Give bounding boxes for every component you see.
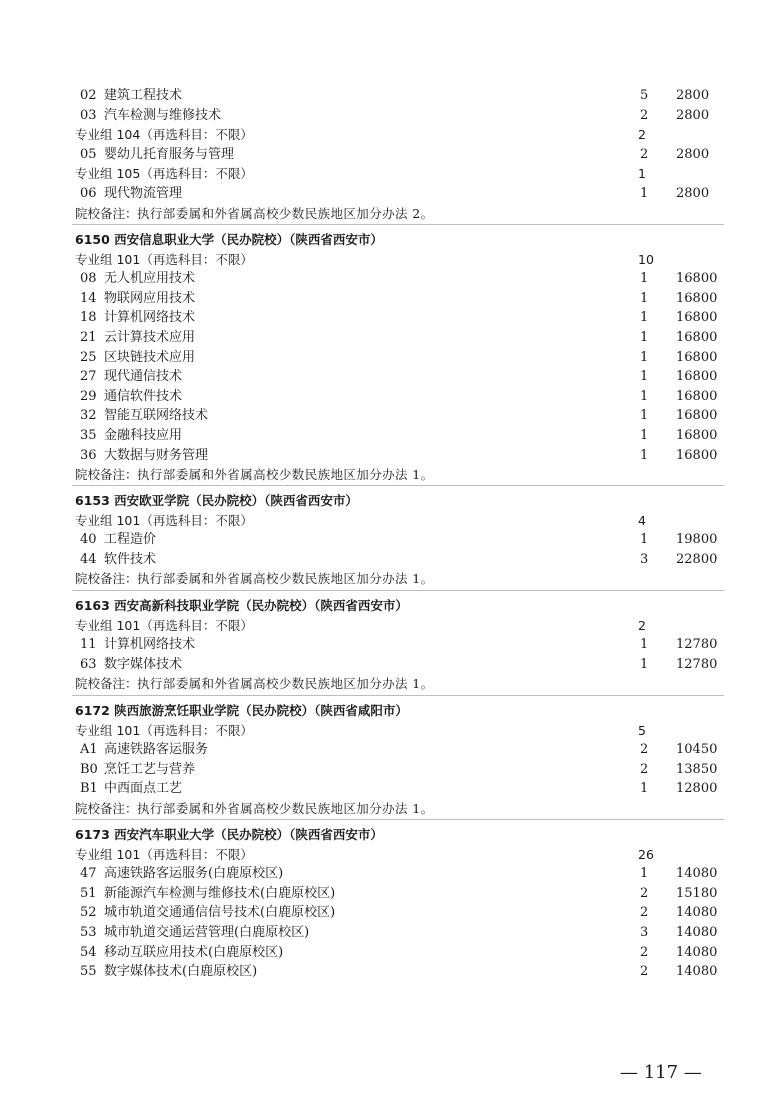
section-divider: [72, 485, 724, 486]
major-code: 11: [80, 637, 97, 653]
school-name: 6173 西安汽车职业大学（民办院校）（陕西省西安市）: [75, 827, 383, 842]
school-note: [0, 799, 777, 819]
major-group-header: [0, 616, 777, 636]
major-count: 1: [640, 408, 649, 424]
note-text: 执行部委属和外省属高校少数民族地区加分办法 2。: [137, 205, 434, 221]
major-count: 2: [640, 964, 649, 980]
major-count: 1: [640, 349, 649, 365]
note-label: 院校备注：: [75, 800, 138, 816]
major-fee: 2800: [676, 88, 710, 103]
note-text: 执行部委属和外省属高校少数民族地区加分办法 1。: [137, 571, 434, 587]
major-fee: 14080: [676, 905, 718, 921]
major-name: 数字媒体技术(白鹿原校区): [104, 964, 258, 980]
note-label: 院校备注：: [75, 676, 138, 692]
major-count: 2: [640, 742, 649, 758]
major-code: 21: [80, 329, 97, 345]
major-count: 1: [640, 290, 649, 306]
major-fee: 16800: [676, 349, 718, 365]
major-row: [0, 530, 777, 550]
major-name: 新能源汽车检测与维修技术(白鹿原校区): [104, 885, 336, 901]
major-count: 1: [640, 185, 649, 201]
note-label: 院校备注：: [75, 467, 138, 483]
major-group-count: 2: [638, 127, 646, 143]
major-name: 金融科技应用: [104, 427, 183, 443]
major-row: [0, 308, 777, 328]
major-code: 08: [80, 271, 97, 287]
major-group-label: 专业组 105（再选科目：不限）: [75, 166, 253, 182]
major-code: 02: [80, 88, 97, 103]
major-count: 2: [640, 761, 649, 777]
major-count: 2: [640, 107, 649, 123]
note-label: 院校备注：: [75, 205, 138, 221]
major-code: 25: [80, 349, 97, 365]
major-group-count: 26: [638, 846, 654, 862]
major-row: [0, 884, 777, 904]
major-name: 计算机网络技术: [104, 310, 196, 326]
major-fee: 16800: [676, 369, 718, 385]
major-group-header: [0, 164, 777, 184]
major-row: [0, 269, 777, 289]
major-count: 1: [640, 866, 649, 882]
major-group-label: 专业组 101（再选科目：不限）: [75, 617, 253, 633]
major-count: 1: [640, 427, 649, 443]
school-header: [0, 701, 777, 721]
major-count: 1: [640, 781, 649, 797]
major-name: 大数据与财务管理: [104, 447, 209, 463]
major-name: 婴幼儿托育服务与管理: [104, 146, 235, 162]
major-name: 高速铁路客运服务(白鹿原校区): [104, 866, 284, 882]
major-fee: 14080: [676, 866, 718, 882]
major-row: [0, 446, 777, 466]
note-text: 执行部委属和外省属高校少数民族地区加分办法 1。: [137, 467, 434, 483]
major-name: 区块链技术应用: [104, 349, 196, 365]
school-note: [0, 569, 777, 589]
major-fee: 16800: [676, 408, 718, 424]
major-count: 2: [640, 146, 649, 162]
school-note: [0, 674, 777, 694]
note-label: 院校备注：: [75, 571, 138, 587]
major-group-count: 4: [638, 512, 646, 528]
major-group-count: 2: [638, 617, 646, 633]
major-row: [0, 348, 777, 368]
page-number: — 117 —: [620, 1062, 702, 1083]
major-name: 软件技术: [104, 551, 157, 567]
major-fee: 16800: [676, 427, 718, 443]
major-name: 城市轨道交通通信信号技术(白鹿原校区): [104, 905, 336, 921]
major-row: [0, 923, 777, 943]
major-row: [0, 328, 777, 348]
major-group-label: 专业组 104（再选科目：不限）: [75, 127, 253, 143]
major-name: 高速铁路客运服务: [104, 742, 209, 758]
major-fee: 12780: [676, 637, 718, 653]
major-code: 06: [80, 185, 97, 201]
major-group-label: 专业组 101（再选科目：不限）: [75, 846, 253, 862]
major-code: 47: [80, 866, 97, 882]
major-name: 城市轨道交通运营管理(白鹿原校区): [104, 924, 310, 940]
major-count: 1: [640, 447, 649, 463]
major-name: 工程造价: [104, 532, 157, 548]
major-fee: 19800: [676, 532, 718, 548]
major-count: 1: [640, 329, 649, 345]
major-code: 27: [80, 369, 97, 385]
major-name: 智能互联网络技术: [104, 408, 209, 424]
major-code: 52: [80, 905, 97, 921]
major-code: 51: [80, 885, 97, 901]
major-fee: 15180: [676, 885, 718, 901]
major-code: 03: [80, 107, 97, 123]
major-row: [0, 367, 777, 387]
major-row: [0, 864, 777, 884]
major-group-count: 10: [638, 251, 654, 267]
major-fee: 2800: [676, 185, 710, 201]
major-count: 1: [640, 388, 649, 404]
major-fee: 10450: [676, 742, 718, 758]
major-count: 2: [640, 944, 649, 960]
major-code: 05: [80, 146, 97, 162]
school-section: [0, 596, 777, 694]
major-name: 数字媒体技术: [104, 656, 183, 672]
note-text: 执行部委属和外省属高校少数民族地区加分办法 1。: [137, 800, 434, 816]
major-count: 1: [640, 271, 649, 287]
major-group-header: [0, 125, 777, 145]
major-fee: 16800: [676, 290, 718, 306]
major-count: 1: [640, 532, 649, 548]
major-row: [0, 406, 777, 426]
major-code: A1: [80, 742, 98, 758]
major-row: [0, 779, 777, 799]
major-group-label: 专业组 101（再选科目：不限）: [75, 722, 253, 738]
school-note: [0, 204, 777, 224]
major-group-label: 专业组 101（再选科目：不限）: [75, 512, 253, 528]
major-row: [0, 145, 777, 165]
major-name: 烹饪工艺与营养: [104, 761, 196, 777]
major-group-count: 1: [638, 166, 646, 182]
major-name: 通信软件技术: [104, 388, 183, 404]
major-fee: 16800: [676, 329, 718, 345]
major-row: [0, 184, 777, 204]
school-name: 6163 西安高新科技职业学院（民办院校）（陕西省西安市）: [75, 598, 408, 613]
major-count: 1: [640, 637, 649, 653]
major-code: 63: [80, 656, 97, 672]
major-fee: 16800: [676, 271, 718, 287]
major-fee: 14080: [676, 964, 718, 980]
school-note: [0, 465, 777, 485]
school-header: [0, 596, 777, 616]
school-name: 6150 西安信息职业大学（民办院校）（陕西省西安市）: [75, 232, 383, 247]
major-fee: 16800: [676, 388, 718, 404]
school-header: [0, 825, 777, 845]
major-count: 1: [640, 310, 649, 326]
school-section: [0, 825, 777, 982]
major-fee: 12780: [676, 656, 718, 672]
major-row: [0, 86, 777, 106]
major-group-header: [0, 721, 777, 741]
major-fee: 16800: [676, 447, 718, 463]
major-code: B1: [80, 781, 98, 797]
major-code: 36: [80, 447, 97, 463]
major-fee: 13850: [676, 761, 718, 777]
major-name: 物联网应用技术: [104, 290, 196, 306]
major-code: 35: [80, 427, 97, 443]
major-row: [0, 387, 777, 407]
major-count: 1: [640, 369, 649, 385]
major-code: 18: [80, 310, 97, 326]
major-count: 3: [640, 551, 649, 567]
school-section: [0, 230, 777, 485]
note-text: 执行部委属和外省属高校少数民族地区加分办法 1。: [137, 676, 434, 692]
major-row: [0, 289, 777, 309]
major-group-header: [0, 250, 777, 270]
major-group-header: [0, 511, 777, 531]
major-code: 14: [80, 290, 97, 306]
school-header: [0, 230, 777, 250]
major-code: 44: [80, 551, 97, 567]
major-code: 53: [80, 924, 97, 940]
major-group-label: 专业组 101（再选科目：不限）: [75, 251, 253, 267]
section-divider: [72, 224, 724, 225]
section-divider: [72, 819, 724, 820]
major-code: B0: [80, 761, 98, 777]
major-code: 40: [80, 532, 97, 548]
major-row: [0, 903, 777, 923]
major-code: 32: [80, 408, 97, 424]
major-group-count: 5: [638, 722, 646, 738]
major-count: 3: [640, 924, 649, 940]
major-name: 中西面点工艺: [104, 781, 183, 797]
major-fee: 2800: [676, 146, 710, 162]
school-name: 6172 陕西旅游烹饪职业学院（民办院校）（陕西省咸阳市）: [75, 703, 408, 718]
major-fee: 14080: [676, 944, 718, 960]
school-section: [0, 701, 777, 819]
major-code: 54: [80, 944, 97, 960]
major-name: 现代通信技术: [104, 369, 183, 385]
major-name: 无人机应用技术: [104, 271, 196, 287]
major-group-header: [0, 845, 777, 865]
major-fee: 2800: [676, 107, 710, 123]
school-header: [0, 491, 777, 511]
major-row: [0, 943, 777, 963]
major-count: 1: [640, 656, 649, 672]
major-fee: 12800: [676, 781, 718, 797]
major-row: [0, 635, 777, 655]
major-fee: 14080: [676, 924, 718, 940]
school-section: [0, 86, 777, 223]
major-name: 汽车检测与维修技术: [104, 107, 222, 123]
major-row: [0, 426, 777, 446]
major-count: 5: [640, 88, 649, 103]
section-divider: [72, 590, 724, 591]
major-row: [0, 760, 777, 780]
major-row: [0, 740, 777, 760]
school-name: 6153 西安欧亚学院（民办院校）（陕西省西安市）: [75, 493, 358, 508]
major-row: [0, 106, 777, 126]
section-divider: [72, 695, 724, 696]
major-name: 云计算技术应用: [104, 329, 196, 345]
school-section: [0, 491, 777, 589]
major-row: [0, 655, 777, 675]
major-code: 29: [80, 388, 97, 404]
major-name: 移动互联应用技术(白鹿原校区): [104, 944, 284, 960]
major-name: 建筑工程技术: [104, 88, 183, 103]
major-name: 现代物流管理: [104, 185, 183, 201]
major-count: 2: [640, 885, 649, 901]
major-row: [0, 550, 777, 570]
major-fee: 22800: [676, 551, 718, 567]
major-count: 2: [640, 905, 649, 921]
major-code: 55: [80, 964, 97, 980]
major-fee: 16800: [676, 310, 718, 326]
major-row: [0, 962, 777, 982]
major-name: 计算机网络技术: [104, 637, 196, 653]
